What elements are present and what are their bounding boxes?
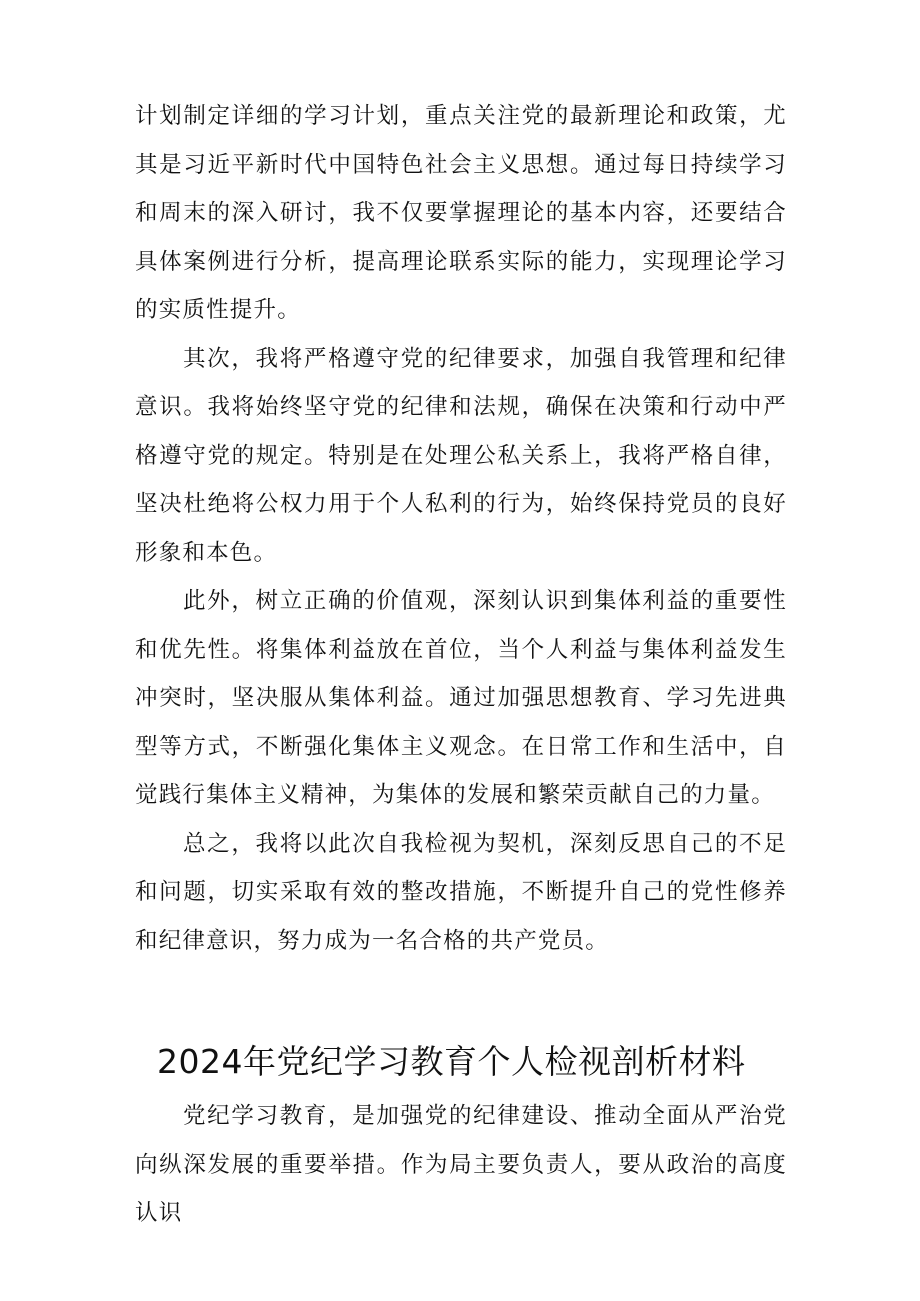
paragraph-values: 此外，树立正确的价值观，深刻认识到集体利益的重要性和优先性。将集体利益放在首位，当个人利益与集体利益发生冲突时，坚决服从集体利益。通过加强思想教育、学习先进典型等方式，不断强化集体主义观念。在日常工作和生活中，自觉践行集体主义精神，为集体的发展和繁荣贡献自己的力量。 (135, 588, 787, 808)
body-section-bottom (135, 1092, 787, 1238)
paragraph-conclusion: 总之，我将以此次自我检视为契机，深刻反思自己的不足和问题，切实采取有效的整改措施，不断提升自己的党性修养和纪律意识，努力成为一名合格的共产党员。 (135, 830, 787, 954)
paragraph-study-plan: 计划制定详细的学习计划，重点关注党的最新理论和政策，尤其是习近平新时代中国特色社会主义思想。通过每日持续学习和周末的深入研讨，我不仅要掌握理论的基本内容，还要结合具体案例进行分析，提高理论联系实际的能力，实现理论学习的实质性提升。 (135, 103, 787, 323)
paragraph-intro: 党纪学习教育，是加强党的纪律建设、推动全面从严治党向纵深发展的重要举措。作为局主要负责人，要从政治的高度认识 (135, 1103, 787, 1226)
paragraph-discipline: 其次，我将严格遵守党的纪律要求，加强自我管理和纪律意识。我将始终坚守党的纪律和法规，确保在决策和行动中严格遵守党的规定。特别是在处理公私关系上，我将严格自律，坚决杜绝将公权力用于个人私利的行为，始终保持党员的良好形象和本色。 (135, 345, 787, 566)
section-heading: 2024年党纪学习教育个人检视剖析材料 (157, 1042, 746, 1081)
body-section-top (135, 92, 787, 965)
